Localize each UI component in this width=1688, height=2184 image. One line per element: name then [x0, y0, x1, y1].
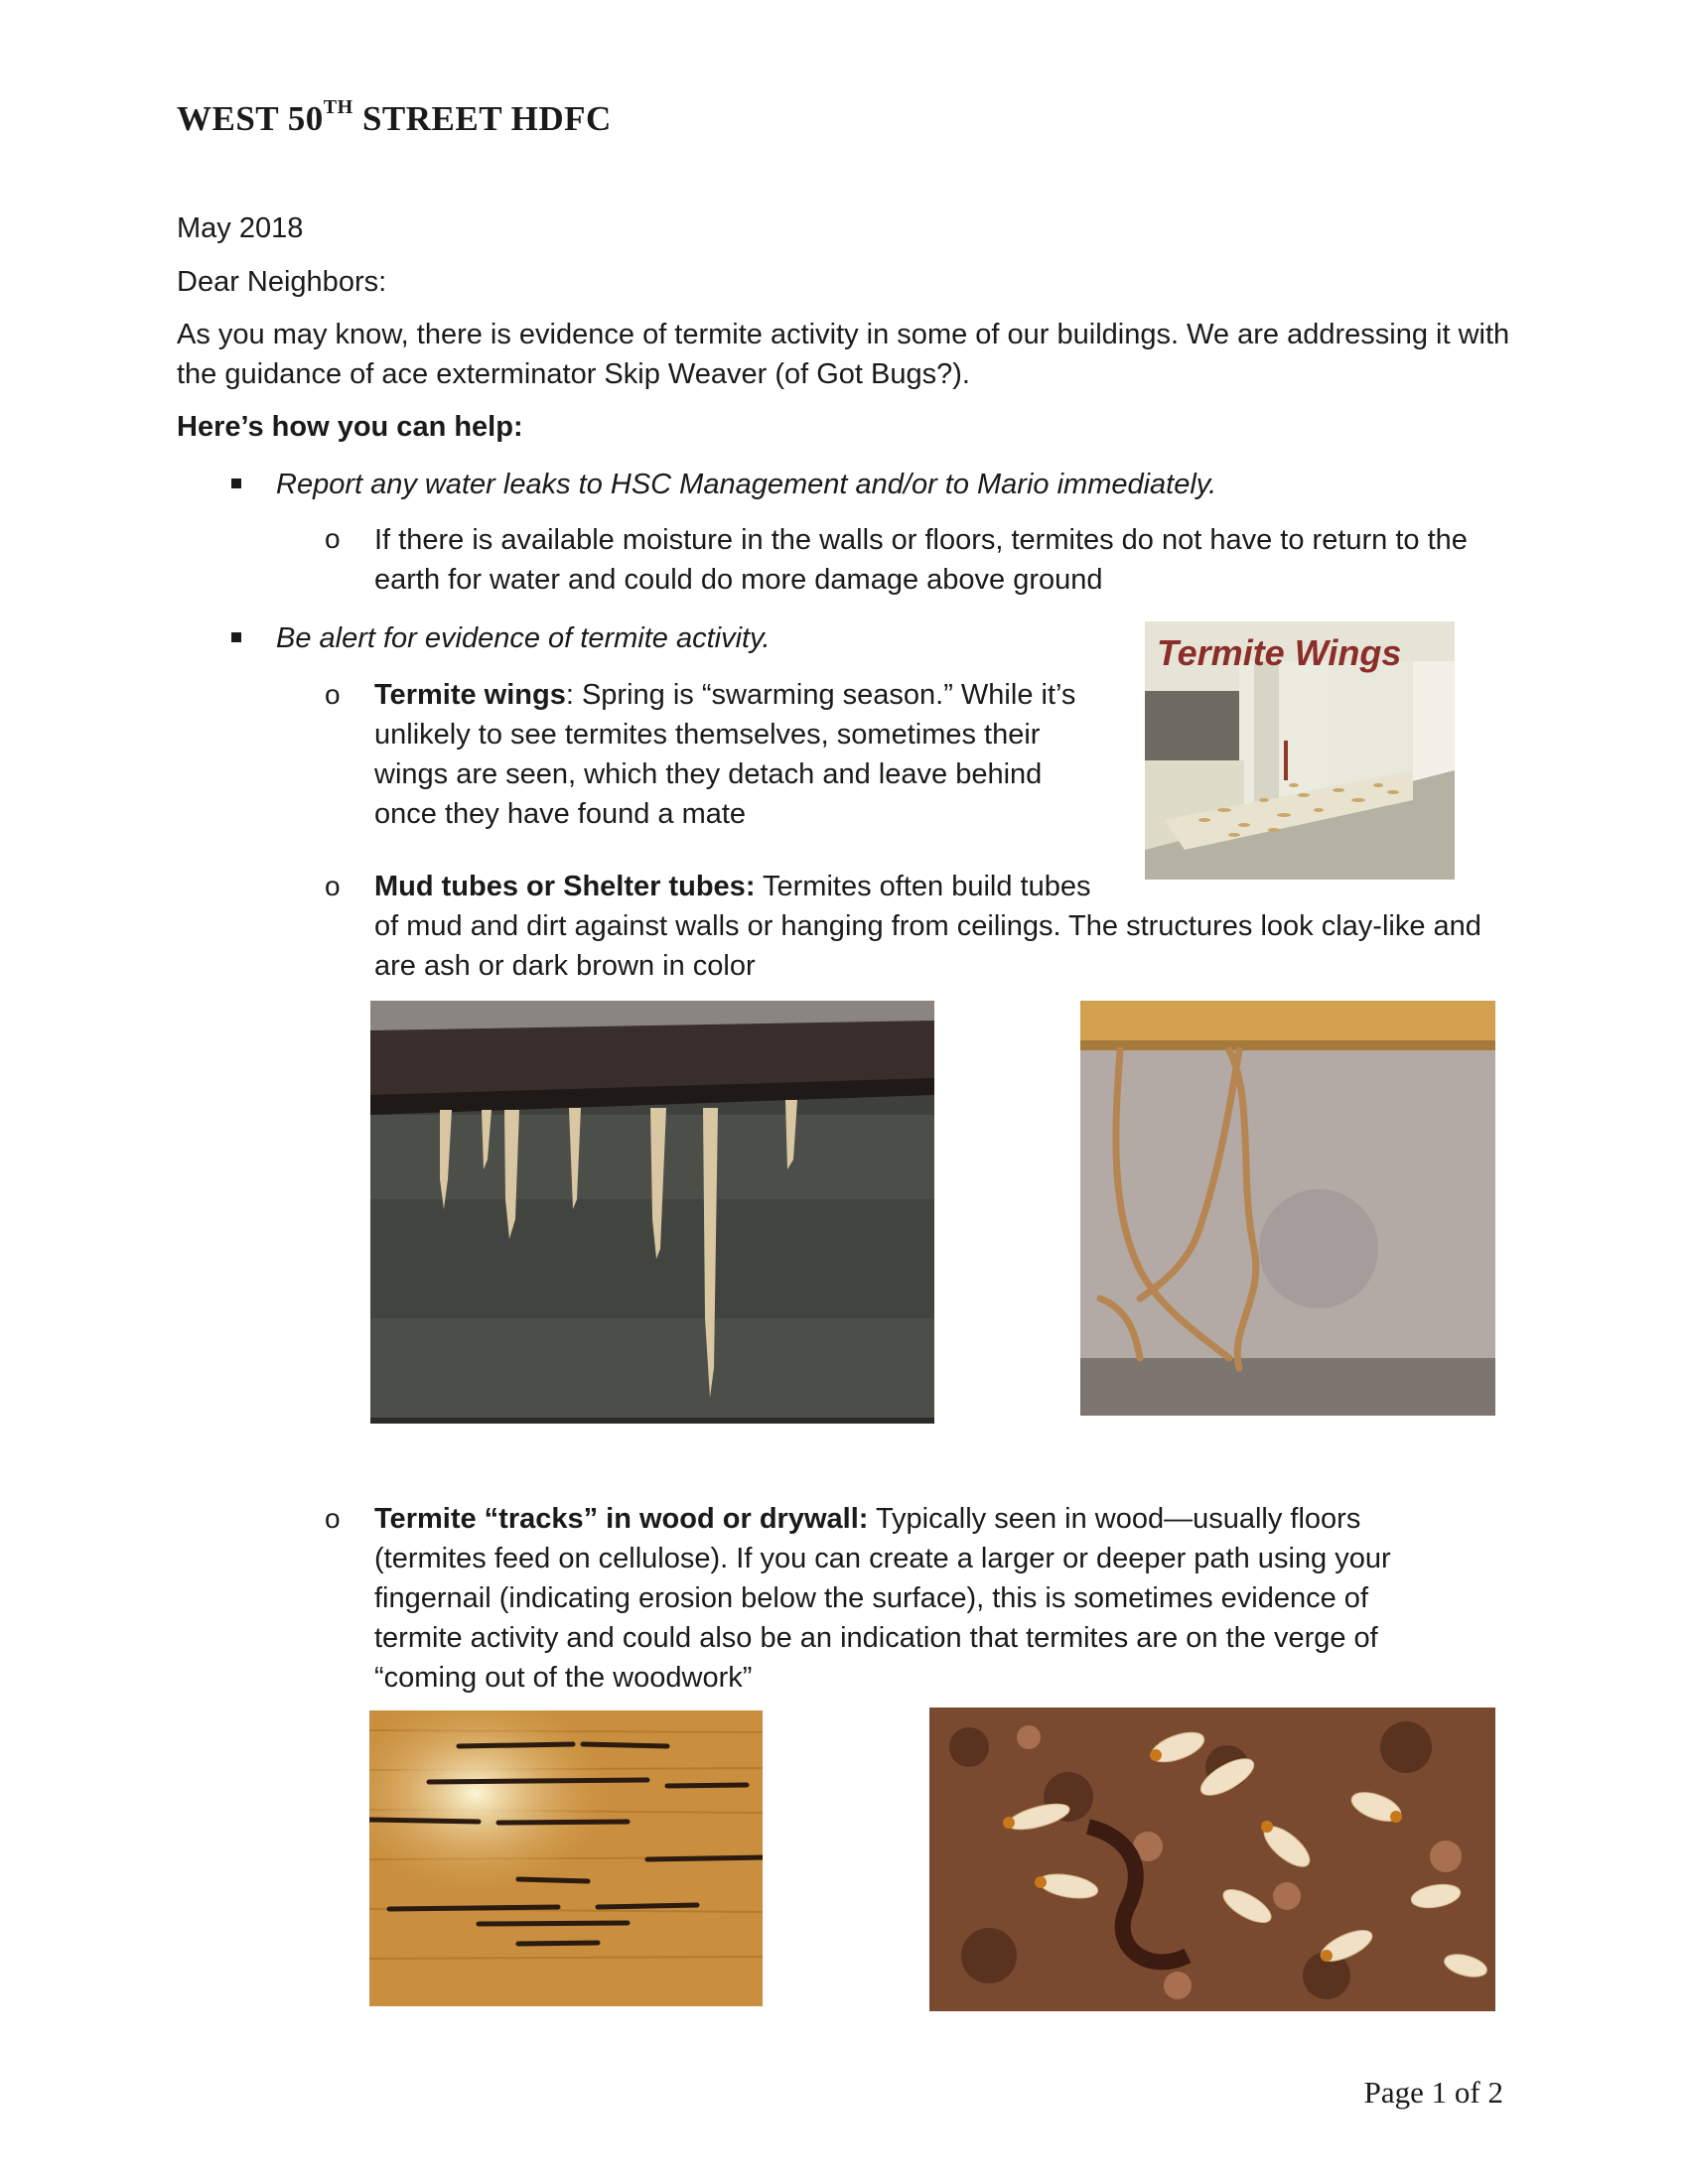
bullet-be-alert: Be alert for evidence of termite activity. [276, 622, 771, 654]
mud-tubes-continuation: of mud and dirt against walls or hanging from ceilings. The structures look clay-like and are ash or dark brown in color [374, 910, 1481, 982]
mud-tubes-label: Mud tubes or Shelter tubes: [374, 871, 756, 902]
title-superscript: TH [323, 96, 353, 119]
square-bullet-icon [231, 632, 241, 642]
termites-photo [929, 1707, 1495, 2011]
document-title [177, 96, 612, 139]
circle-bullet-icon: o [325, 523, 341, 554]
title-text-end: STREET HDFC [352, 99, 612, 138]
termite-wings-text: : Spring is “swarming season.” While it’s unlikely to see termites themselves, sometimes their wings are seen, which they detach and leave behind once they have found a mate [374, 679, 1076, 830]
bullet-report-leaks: Report any water leaks to HSC Management and/or to Mario immediately. [276, 469, 1217, 500]
wood-tracks-photo [369, 1710, 763, 2006]
termite-tracks-paragraph [374, 1499, 1447, 1698]
mud-tubes-lead [374, 867, 1149, 906]
mud-tubes-ceiling-photo [370, 1001, 934, 1424]
termite-wings-label: Termite wings [374, 679, 566, 711]
termite-tracks-text: Typically seen in wood—usually floors (termites feed on cellulose). If you can create a larger or deeper path using your fingernail (indicating erosion below the surface), this is sometimes evidence of termite activity and could also be an indication that termites are on the verge of “coming out of the woodwork” [374, 1503, 1391, 1694]
moisture-note: If there is available moisture in the walls or floors, termites do not have to return to the earth for water and could do more damage above ground [374, 524, 1468, 596]
termite-wings-photo [1145, 621, 1455, 880]
circle-bullet-icon: o [325, 871, 341, 901]
letter-salutation: Dear Neighbors: [177, 266, 387, 298]
mud-tubes-wall-photo [1080, 1001, 1495, 1416]
help-heading: Here’s how you can help: [177, 411, 523, 443]
termite-tracks-label: Termite “tracks” in wood or drywall: [374, 1503, 869, 1535]
letter-date: May 2018 [177, 212, 304, 244]
page-number: Page 1 of 2 [1363, 2075, 1503, 2110]
circle-bullet-icon: o [325, 1503, 341, 1534]
title-text: WEST 50 [177, 99, 324, 138]
termite-wings-caption: Termite Wings [1157, 632, 1402, 673]
termite-wings-paragraph [374, 675, 1109, 834]
circle-bullet-icon: o [325, 679, 341, 710]
square-bullet-icon [231, 478, 241, 488]
letter-intro: As you may know, there is evidence of termite activity in some of our buildings. We are addressing it with the guidance of ace exterminator Skip Weaver (of Got Bugs?). [177, 319, 1510, 390]
mud-tubes-text: Termites often build tubes [755, 871, 1091, 902]
